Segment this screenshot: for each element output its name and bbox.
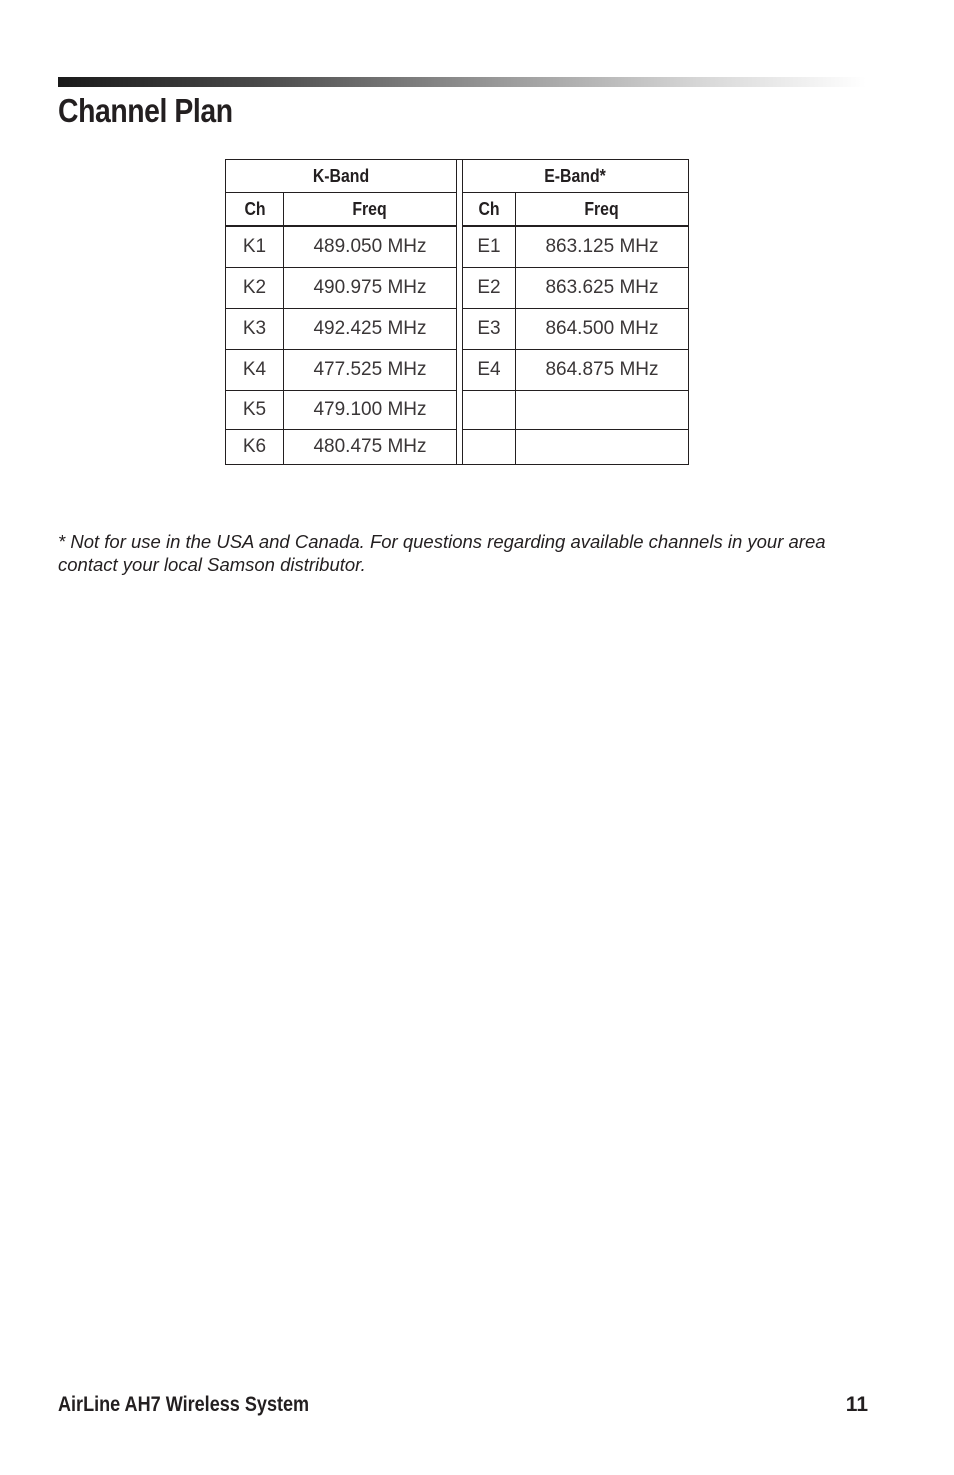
k-channel-cell: K1: [226, 226, 284, 268]
band-header-row: [226, 160, 689, 193]
e-band-header: [463, 160, 689, 193]
header-rule: [58, 77, 866, 87]
e-frequency-cell: 863.125 MHz: [516, 226, 689, 268]
e-band-label: E-Band*: [544, 165, 607, 186]
e-channel-cell: E4: [463, 350, 516, 391]
e-channel-cell: E1: [463, 226, 516, 268]
k-band-label: K-Band: [312, 165, 370, 186]
k-frequency-cell: 477.525 MHz: [284, 350, 457, 391]
k-freq-header-label: Freq: [352, 198, 388, 219]
e-ch-header: [463, 193, 516, 227]
k-frequency-cell: 489.050 MHz: [284, 226, 457, 268]
k-ch-header: [226, 193, 284, 227]
k-channel-cell: K4: [226, 350, 284, 391]
e-channel-cell: E2: [463, 268, 516, 309]
k-band-header: [226, 160, 457, 193]
e-channel-cell: [463, 391, 516, 430]
e-frequency-cell: 864.875 MHz: [516, 350, 689, 391]
k-channel-cell: K5: [226, 391, 284, 430]
footer-title: AirLine AH7 Wireless System: [58, 1393, 310, 1416]
e-channel-cell: [463, 430, 516, 465]
k-channel-cell: K3: [226, 309, 284, 350]
channel-plan-table: [225, 159, 689, 465]
e-frequency-cell: 864.500 MHz: [516, 309, 689, 350]
k-channel-cell: K6: [226, 430, 284, 465]
e-freq-header-label: Freq: [584, 198, 620, 219]
page-number: 11: [845, 1393, 868, 1416]
e-channel-cell: E3: [463, 309, 516, 350]
k-freq-header: [284, 193, 457, 227]
k-ch-header-label: Ch: [243, 198, 266, 219]
e-ch-header-label: Ch: [478, 198, 500, 219]
k-frequency-cell: 492.425 MHz: [284, 309, 457, 350]
e-frequency-cell: [516, 391, 689, 430]
k-channel-cell: K2: [226, 268, 284, 309]
footnote: * Not for use in the USA and Canada. For questions regarding available channels in your area contact your local Samson distributor.: [58, 531, 826, 575]
e-freq-header: [516, 193, 689, 227]
k-frequency-cell: 479.100 MHz: [284, 391, 457, 430]
k-frequency-cell: 490.975 MHz: [284, 268, 457, 309]
e-frequency-cell: 863.625 MHz: [516, 268, 689, 309]
k-frequency-cell: 480.475 MHz: [284, 430, 457, 465]
page-title: Channel Plan: [58, 92, 233, 129]
e-frequency-cell: [516, 430, 689, 465]
